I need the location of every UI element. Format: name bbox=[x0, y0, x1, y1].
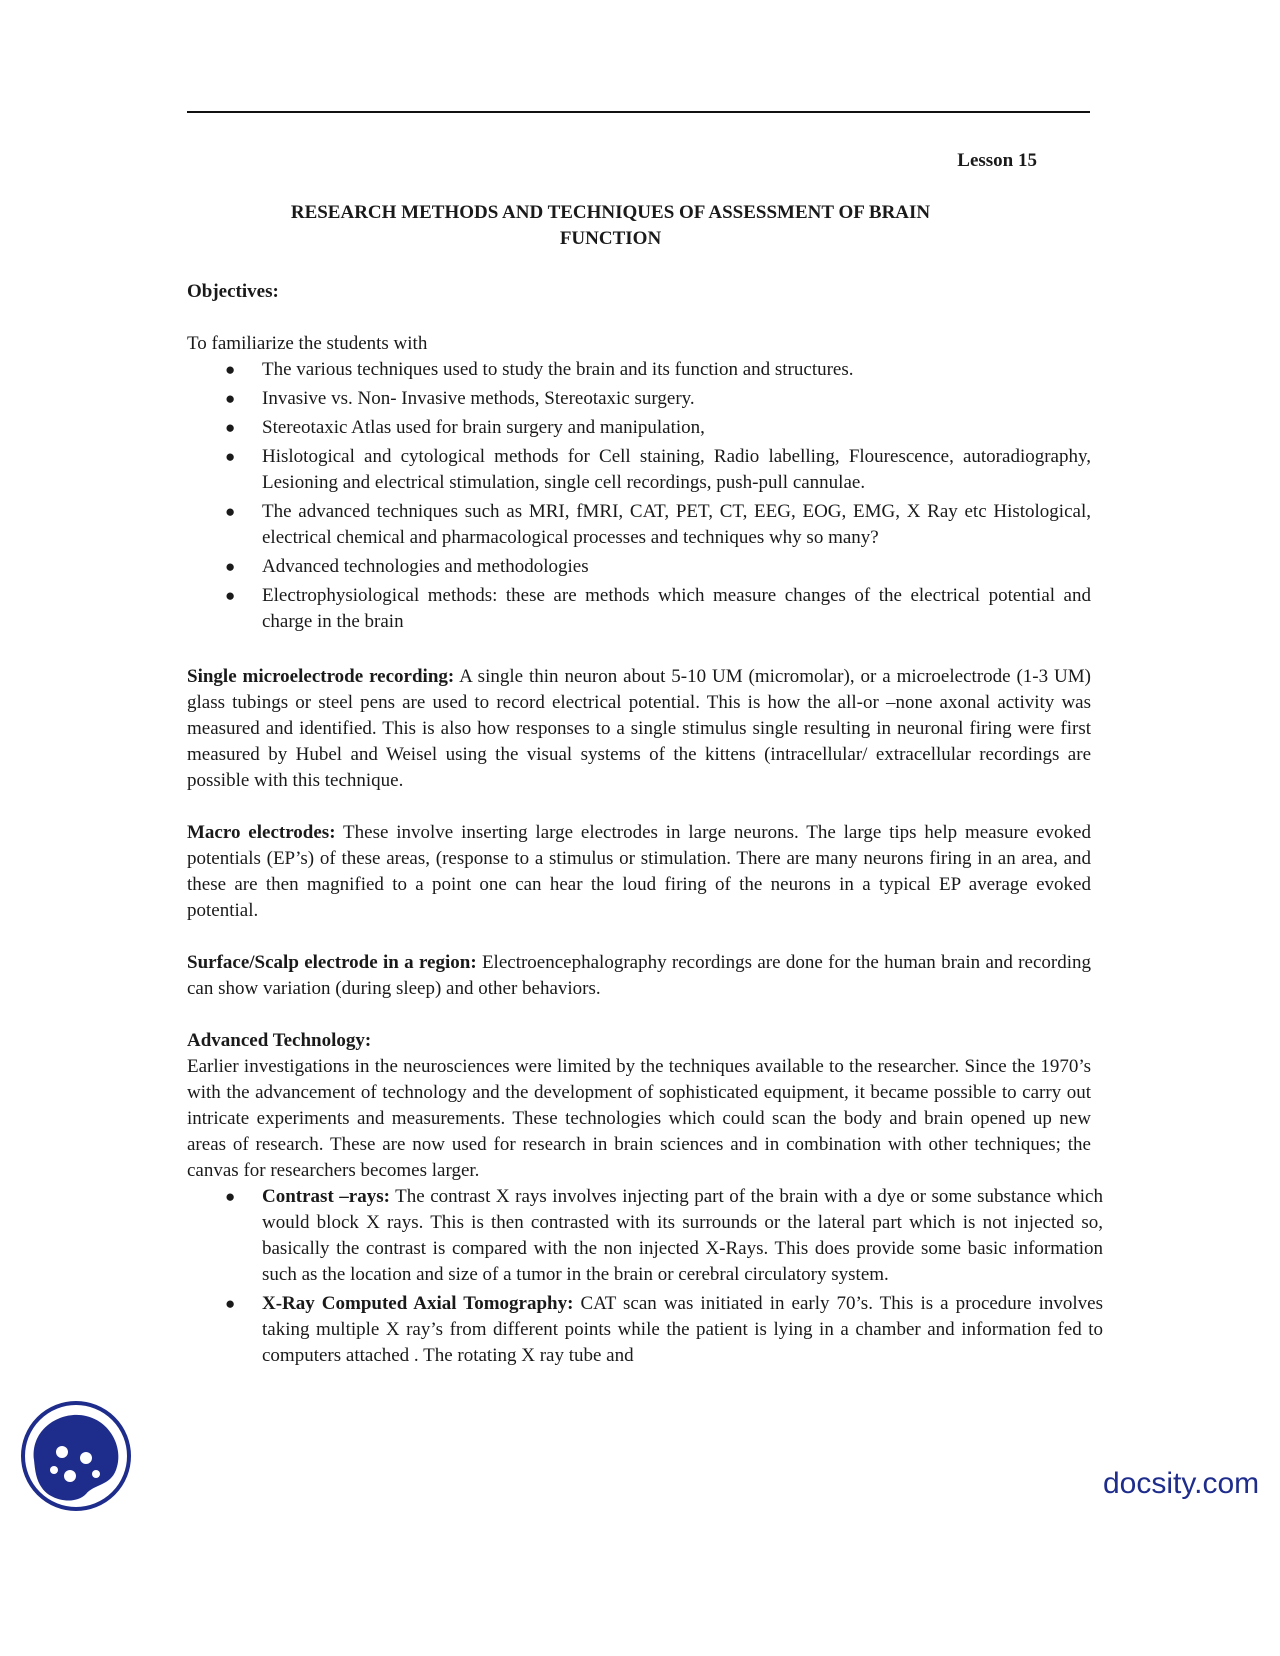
advanced-technology-heading: Advanced Technology: bbox=[187, 1030, 372, 1051]
document-body bbox=[187, 279, 1103, 1372]
title-line-2: FUNCTION bbox=[559, 228, 662, 249]
document-title bbox=[187, 200, 1034, 252]
lesson-number: Lesson 15 bbox=[957, 150, 1037, 171]
bullet-icon: ● bbox=[225, 557, 236, 576]
list-item: ● Contrast –rays: The contrast X rays involves injecting part of the brain with a dye or some substance which would block X rays. This is then contrasted with its surrounds or the lateral part which is not injected so, basically the contrast is compared with the non injected X-Rays. This does provide some basic information such as the location and size of a tumor in the brain or cerebral circulatory system. bbox=[225, 1186, 1103, 1285]
objectives-intro: To familiarize the students with bbox=[187, 333, 428, 354]
list-item: ● The various techniques used to study the brain and its function and structures. bbox=[187, 357, 1091, 383]
objectives-heading: Objectives: bbox=[187, 281, 279, 302]
bullet-icon: ● bbox=[225, 586, 236, 605]
title-line-1: RESEARCH METHODS AND TECHNIQUES OF ASSESSMENT OF BRAIN bbox=[290, 202, 931, 223]
list-item: ● Invasive vs. Non- Invasive methods, Stereotaxic surgery. bbox=[187, 386, 1091, 412]
surface-electrode-term: Surface/Scalp electrode in a region: bbox=[187, 952, 477, 973]
surface-electrode-paragraph: Surface/Scalp electrode in a region: Electroencephalography recordings are done for the human brain and recording can show variation (during sleep) and other behaviors. bbox=[187, 952, 1091, 999]
list-item: ● Electrophysiological methods: these are methods which measure changes of the electrical potential and charge in the brain bbox=[225, 585, 1091, 632]
bullet-icon: ● bbox=[225, 502, 236, 521]
single-microelectrode-term: Single microelectrode recording: bbox=[187, 666, 455, 687]
list-item: ● Stereotaxic Atlas used for brain surgery and manipulation, bbox=[187, 415, 1091, 441]
docsity-logo-icon bbox=[20, 1400, 132, 1512]
objectives-list bbox=[187, 357, 1091, 635]
docsity-brand[interactable]: docsity.com bbox=[1103, 1467, 1260, 1500]
macro-electrodes-paragraph: Macro electrodes: These involve inserting large electrodes in large neurons. The large tips help measure evoked potentials (EP’s) of these areas, (response to a stimulus or stimulation. There are many neurons firing in an area, and these are then magnified to a point one can hear the loud firing of the neurons in a typical EP average evoked potential. bbox=[187, 822, 1091, 921]
header-rule bbox=[187, 111, 1090, 113]
bullet-icon: ● bbox=[225, 1294, 236, 1313]
bullet-icon: ● bbox=[225, 447, 236, 466]
bullet-icon: ● bbox=[225, 360, 236, 379]
list-item: ● X-Ray Computed Axial Tomography: CAT scan was initiated in early 70’s. This is a procedure involves taking multiple X ray’s from different points while the patient is lying in a chamber and information fed to computers attached . The rotating X ray tube and bbox=[225, 1293, 1103, 1366]
list-item: ● Hislotogical and cytological methods for Cell staining, Radio labelling, Flourescence, autoradiography, Lesioning and electrical stimulation, single cell recordings, push-pull cannulae. bbox=[225, 446, 1091, 493]
list-item: ● Advanced technologies and methodologies bbox=[187, 554, 1091, 580]
bullet-icon: ● bbox=[225, 389, 236, 408]
macro-electrodes-term: Macro electrodes: bbox=[187, 822, 336, 843]
bullet-icon: ● bbox=[225, 1187, 236, 1206]
bullet-icon: ● bbox=[225, 418, 236, 437]
advanced-technology-list bbox=[187, 1184, 1103, 1369]
advanced-technology-paragraph: Earlier investigations in the neurosciences were limited by the techniques available to the researcher. Since the 1970’s with the advancement of technology and the development of sophisticated equipment, it became possible to carry out intricate experiments and measurements. These technologies which could scan the body and brain opened up new areas of research. These are now used for research in brain sciences and in combination with other techniques; the canvas for researchers becomes larger. bbox=[187, 1056, 1091, 1181]
list-item: ● The advanced techniques such as MRI, fMRI, CAT, PET, CT, EEG, EOG, EMG, X Ray etc Histological, electrical chemical and pharmacological processes and techniques why so many? bbox=[225, 501, 1091, 548]
single-microelectrode-paragraph: Single microelectrode recording: A single thin neuron about 5-10 UM (micromolar), or a microelectrode (1-3 UM) glass tubings or steel pens are used to record electrical potential. This is how the all-or –none axonal activity was measured and identified. This is also how responses to a single stimulus single resulting in neuronal firing were first measured by Hubel and Weisel using the visual systems of the kittens (intracellular/ extracellular recordings are possible with this technique. bbox=[187, 666, 1091, 791]
